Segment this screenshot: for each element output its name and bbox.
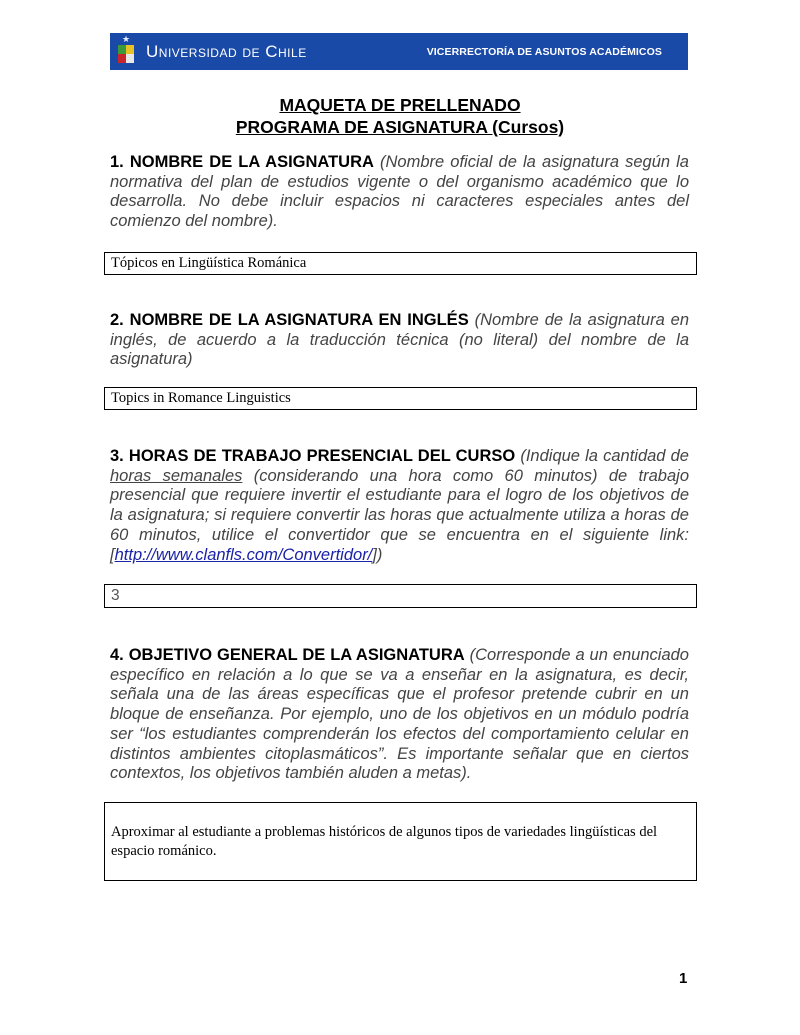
section-3-desc-pre: (Indique la cantidad de [520, 447, 689, 465]
university-crest-icon: ★ [116, 35, 138, 68]
section-4-description: (Corresponde a un enunciado específico en relación a lo que se va a enseñar en la asignatura, es decir, señala una de las áreas específicas que el profesor pretende cubrir en un bloque de enseñanza. Por ejemplo, uno de los objetivos en un módulo podría ser “los estudiantes comprenderán los efectos del comportamiento celular en distintos ambientes citoplasmáticos”. Es importante señalar que en ciertos contextos, los objetivos también aluden a metas). [110, 646, 689, 783]
section-1-heading: 1. NOMBRE DE LA ASIGNATURA [110, 153, 374, 171]
header-banner [110, 33, 688, 70]
section-4-heading: 4. OBJETIVO GENERAL DE LA ASIGNATURA [110, 646, 465, 664]
converter-link[interactable]: http://www.clanfls.com/Convertidor/ [114, 545, 373, 564]
department-name: VICERRECTORÍA DE ASUNTOS ACADÉMICOS [426, 45, 662, 58]
section-1-description: (Nombre oficial de la asignatura según la normativa del plan de estudios vigente o del organismo académico que lo desarrolla. No debe incluir espacios ni caracteres especiales antes del comienzo del nombre). [110, 153, 689, 231]
section-1-prompt [110, 153, 689, 232]
section-2-prompt [110, 311, 689, 370]
section-1-answer-field[interactable]: Tópicos en Lingüística Románica [104, 252, 697, 275]
section-3-heading: 3. HORAS DE TRABAJO PRESENCIAL DEL CURSO [110, 447, 516, 465]
title-line-2: PROGRAMA DE ASIGNATURA (Cursos) [235, 117, 565, 137]
title-line-1: MAQUETA DE PRELLENADO [279, 95, 521, 115]
weekly-hours-emphasis: horas semanales [110, 466, 243, 485]
section-3-desc-end: ]) [372, 545, 383, 564]
section-4-prompt [110, 646, 689, 784]
university-name: Universidad de Chile [146, 41, 307, 61]
section-4-answer-field[interactable]: Aproximar al estudiante a problemas históricos de algunos tipos de variedades lingüísticas del espacio románico. [104, 802, 697, 881]
document-title [100, 94, 700, 138]
university-logo [110, 33, 307, 70]
section-3-prompt [110, 447, 689, 565]
section-2-answer-field[interactable]: Topics in Romance Linguistics [104, 387, 697, 410]
section-3-desc-post: (considerando una hora como 60 minutos) de trabajo presencial que requiere invertir el estudiante para el logro de los objetivos de la asignatura; si requiere convertir las horas que actualmente utiliza a horas de 60 minutos, utilice el convertidor que se encuentra en el siguiente link: [ [110, 466, 689, 564]
section-2-description: (Nombre de la asignatura en inglés, de acuerdo a la traducción técnica (no literal) del nombre de la asignatura) [110, 311, 689, 369]
page-number: 1 [679, 970, 688, 987]
section-3-answer-field[interactable]: 3 [104, 584, 697, 608]
section-2-heading: 2. NOMBRE DE LA ASIGNATURA EN INGLÉS [110, 311, 469, 329]
